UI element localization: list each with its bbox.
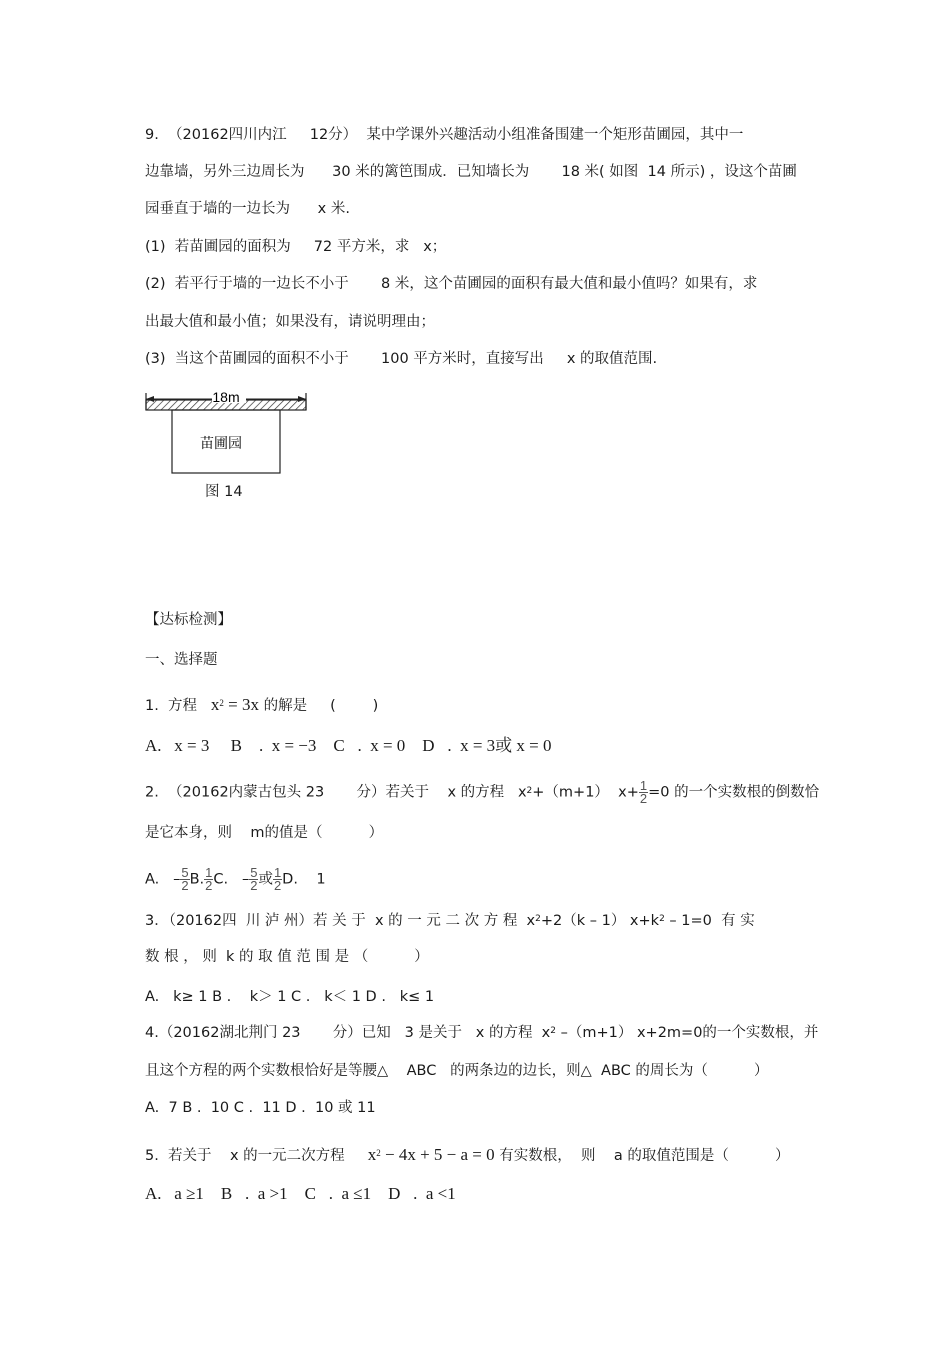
q4-line2: 且这个方程的两个实数根恰好是等腰△ ABC 的两条边的边长，则△ ABC 的周长为（ ） — [145, 1063, 769, 1079]
q2-opt-a-den: 2 — [181, 878, 189, 893]
q1-var: x — [210, 695, 220, 714]
q3-exponent: 2 — [535, 914, 541, 924]
q5-var: x — [367, 1145, 377, 1164]
q3-line1-c: – 1=0 有 实 — [664, 913, 755, 929]
q1-stem-prefix: 1. 方程 — [145, 698, 211, 714]
q2-opt-a: A. – — [145, 871, 181, 888]
q2-opt-b-num: 1 — [205, 865, 213, 880]
q1-equation — [211, 695, 259, 714]
q2-stem-a: 2. （20162内蒙古包头 23 分）若关于 x 的方程 x — [145, 784, 527, 801]
wall-length-label: 18m — [212, 389, 240, 405]
q2-opt-c: C. – — [213, 871, 250, 888]
problem9-q2-line1: (2) 若平行于墙的一边长不小于 8 米，这个苗圃园的面积有最大值和最小值吗？如果有，求 — [145, 276, 758, 292]
figure-caption: 图 14 — [205, 484, 243, 500]
q1-options: A. x = 3 B . x = −3 C . x = 0 D . x = 3或 x = 0 — [145, 736, 552, 755]
q1-rhs: = 3x — [223, 695, 259, 714]
q1-stem — [145, 695, 378, 717]
q2-opt-a-num: 5 — [181, 865, 189, 880]
q2-exponent: 2 — [526, 785, 533, 796]
q3-exponent2: 2 — [659, 914, 665, 924]
q2-opt-b: B. — [189, 871, 205, 888]
q2-opt-c2-fraction — [273, 867, 282, 892]
q2-opt-b-fraction — [204, 867, 213, 892]
q4-line1-a: 4.（20162湖北荆门 23 分）已知 3 是关于 x 的方程 x — [145, 1025, 551, 1041]
q5-exponent: 2 — [376, 1148, 381, 1158]
q2-fraction-num: 1 — [639, 778, 648, 793]
q2-options — [145, 867, 326, 892]
problem9-q2-line2: 出最大值和最小值；如果没有，请说明理由； — [145, 314, 435, 330]
q2-opt-b-den: 2 — [205, 878, 213, 893]
q2-fraction — [639, 780, 648, 805]
problem9-q3: (3) 当这个苗圃园的面积不小于 100 平方米时，直接写出 x 的取值范围. — [145, 351, 658, 367]
problem9-line3: 园垂直于墙的一边长为 x 米. — [145, 201, 350, 217]
section-type: 一、选择题 — [145, 652, 218, 668]
garden-label: 苗圃园 — [200, 436, 242, 452]
q3-line1-a: 3．（20162四 川 泸 州）若 关 于 x 的 一 元 二 次 方 程 x — [145, 913, 536, 929]
q3-options: A. k≥ 1 B . k＞ 1 C . k＜ 1 D . k≤ 1 — [145, 989, 435, 1005]
q2-line2: 是它本身，则 m的值是（ ） — [145, 825, 384, 841]
q2-opt-c2-den: 2 — [273, 878, 282, 893]
q5-stem-b: 有实数根， 则 a 的取值范围是（ ） — [494, 1148, 790, 1164]
section-header: 【达标检测】 — [145, 612, 232, 628]
problem9-line2: 边靠墙，另外三边周长为 30 米的篱笆围成．已知墙长为 18 米( 如图 14 所示) ，设这个苗圃 — [145, 164, 797, 180]
q4-options: A. 7 B . 10 C . 11 D . 10 或 11 — [145, 1100, 376, 1116]
q3-line2: 数 根 ， 则 k 的 取 值 范 围 是 （ ） — [145, 949, 429, 965]
q5-equation-rest: − 4x + 5 − a = 0 — [380, 1145, 495, 1164]
q5-options: A. a ≥1 B . a >1 C . a ≤1 D . a <1 — [145, 1184, 456, 1203]
q1-exponent: 2 — [219, 698, 224, 708]
problem9-q1: (1) 若苗圃园的面积为 72 平方米，求 x； — [145, 239, 447, 255]
q2-stem-c: =0 的一个实数根的倒数恰 — [648, 784, 820, 801]
q2-opt-c-num: 5 — [250, 865, 258, 880]
q2-stem — [145, 780, 819, 805]
q2-opt-c-or: 或 — [258, 871, 273, 888]
q1-stem-suffix: 的解是 ( ) — [258, 698, 379, 714]
q4-exponent: 2 — [550, 1026, 556, 1036]
q5-stem — [145, 1145, 790, 1167]
q3-line1 — [145, 911, 755, 933]
q4-line1 — [145, 1023, 818, 1045]
q5-stem-a: 5. 若关于 x 的一元二次方程 — [145, 1148, 368, 1164]
garden-figure — [140, 388, 320, 478]
problem9-line1: 9. （20162四川内江 12分） 某中学课外兴趣活动小组准备围建一个矩形苗圃园，其中一 — [145, 127, 744, 143]
q2-opt-d: D. 1 — [282, 871, 326, 888]
q2-opt-c2-num: 1 — [273, 865, 282, 880]
q5-equation — [368, 1145, 495, 1164]
q2-fraction-den: 2 — [639, 791, 648, 806]
q2-opt-a-fraction — [180, 867, 189, 892]
q2-stem-b: +（m+1） x+ — [532, 784, 639, 801]
q4-line1-b: –（m+1） x+2m=0的一个实数根，并 — [556, 1025, 819, 1041]
q3-line1-b: +2（k – 1） x+k — [540, 913, 660, 929]
q2-opt-c-den: 2 — [250, 878, 258, 893]
